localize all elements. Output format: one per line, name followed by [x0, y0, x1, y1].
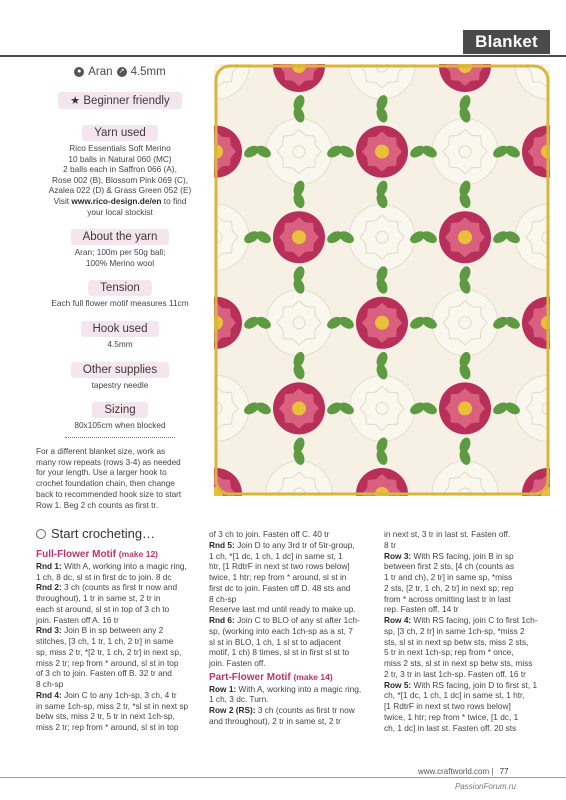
- instruction-line: [36, 679, 204, 690]
- instruction-line: [209, 637, 377, 648]
- col2-lines-b: [209, 684, 377, 727]
- instruction-text: join. Fasten off.: [209, 658, 266, 668]
- cream-motif: [432, 119, 498, 185]
- round-label: Rnd 2:: [36, 582, 62, 593]
- col2-lines-a: [209, 529, 377, 669]
- yarn-weight-row: [36, 66, 204, 78]
- hook-size: 4.5mm: [130, 66, 166, 78]
- page-footer: [418, 767, 509, 776]
- instruction-line: [384, 561, 554, 572]
- instruction-text: twice, 1 htr; rep from * around, sl st in: [209, 572, 347, 582]
- stockist-line-2: your local stockist: [87, 206, 153, 217]
- instruction-line: [384, 572, 554, 583]
- instruction-text: 3 ch (counts as first tr now: [255, 705, 355, 715]
- yarn-used-text: [36, 143, 204, 217]
- cream-motif: [432, 290, 498, 356]
- instruction-line: [36, 647, 204, 658]
- instruction-line: [209, 594, 377, 605]
- visit-suffix: to find: [161, 195, 187, 206]
- difficulty-badge: [58, 92, 181, 109]
- instruction-line: [209, 684, 377, 695]
- instruction-text: miss 2 tr; rep from * around, sl st in top: [36, 722, 179, 732]
- intro-line: back to recommended hook size to start: [36, 489, 182, 499]
- instruction-text: ch, 1 dc] in last st. Fasten off. 20 sts: [384, 722, 517, 733]
- instruction-text: 2 tr, 3 tr in last 1ch-sp. Fasten off. 16 tr: [384, 668, 526, 679]
- flower-centre: [292, 230, 306, 244]
- instruction-line: [36, 722, 204, 733]
- rico-link[interactable]: www.rico-design.de/en: [71, 195, 162, 206]
- footer-rule: [0, 777, 566, 778]
- footer-site[interactable]: www.craftworld.com: [418, 767, 490, 776]
- instruction-line: [36, 625, 204, 636]
- hook-text: 4.5mm: [107, 338, 133, 349]
- yarn-line: 2 balls each in Saffron 066 (A),: [63, 164, 177, 175]
- instruction-text: With RS facing, join C to first 1ch-: [411, 615, 538, 625]
- instruction-line: [209, 540, 377, 551]
- dotted-divider: [65, 437, 175, 438]
- instruction-line: [209, 604, 377, 615]
- instruction-text: in next st, 3 tr in last st. Fasten off.: [384, 529, 511, 539]
- difficulty-label: Beginner friendly: [83, 95, 170, 107]
- instruction-line: [209, 572, 377, 583]
- instruction-text: sp, [3 ch, 2 tr] in same 1ch-sp, *miss 2: [384, 625, 525, 636]
- instruction-text: and throughout), 2 tr in same st, 2 tr: [209, 715, 341, 726]
- page-title: Blanket: [463, 30, 550, 54]
- about-yarn-text: [36, 247, 204, 268]
- round-label: Rnd 4:: [36, 689, 62, 700]
- instruction-line: [36, 561, 204, 572]
- instruction-text: With A, working into a magic ring,: [61, 560, 187, 571]
- instruction-line: [384, 701, 554, 712]
- instruction-text: 1 ch, 3 dc. Turn.: [209, 694, 269, 705]
- intro-line: For a different blanket size, work as: [36, 447, 166, 456]
- section-title-full-flower: [36, 549, 204, 561]
- intro-line: crochet foundation chain, then change: [36, 479, 175, 489]
- instruction-text: sp, miss 2 tr, *[2 tr, 1 ch, 2 tr] in next sp,: [36, 646, 182, 657]
- cream-motif: [349, 375, 415, 441]
- instruction-line: [209, 551, 377, 562]
- flower-centre: [458, 401, 472, 415]
- instruction-text: htr, [1 RdtrF in next st two rows below]: [209, 561, 350, 572]
- section-note: (make 14): [293, 671, 333, 682]
- cream-motif: [266, 290, 332, 356]
- instruction-text: motif, 1 ch) 8 times, sl st in first sl st to: [209, 647, 350, 658]
- instruction-text: stitches, [3 ch, 1 tr, 1 ch, 2 tr] in same: [36, 636, 174, 646]
- instruction-line: [384, 658, 554, 669]
- instruction-line: [384, 647, 554, 658]
- instruction-line: [384, 723, 554, 734]
- cream-motif: [349, 204, 415, 270]
- instruction-line: [384, 604, 554, 615]
- other-supplies-text: tapestry needle: [91, 379, 149, 390]
- instruction-line: [384, 615, 554, 626]
- round-label: Row 2 (RS):: [209, 705, 256, 715]
- round-label: Row 3:: [384, 550, 412, 561]
- instruction-line: [36, 615, 204, 626]
- instruction-text: Reserve last rnd until ready to make up.: [209, 604, 356, 615]
- instruction-text: miss 2 sts, sl st in next sp betw sts, miss: [384, 658, 533, 668]
- instruction-line: [209, 658, 377, 669]
- instruction-line: [209, 561, 377, 572]
- section-title-text: Full-Flower Motif: [36, 549, 116, 560]
- flower-centre: [375, 145, 389, 159]
- round-label: Rnd 6:: [209, 615, 235, 625]
- instruction-text: 1 ch, *[1 dc, 1 ch, 1 dc] in same st, 1: [209, 550, 343, 561]
- instruction-line: [36, 658, 204, 669]
- stockist-line: [36, 196, 204, 207]
- instruction-text: ch, *[1 dc, 1 ch, 1 dc] in same st, 1 htr,: [384, 690, 525, 701]
- intro-paragraph: [36, 447, 198, 511]
- about-yarn-heading: About the yarn: [71, 229, 170, 245]
- instruction-text: Join C to BLO of any st after 1ch-: [234, 615, 360, 625]
- instruction-text: between first 2 sts, [4 ch (counts as: [384, 561, 515, 572]
- instruction-text: betw sts, miss 2 tr, 5 tr in next 1ch-sp,: [36, 711, 175, 722]
- start-heading-text: Start crocheting…: [51, 526, 156, 541]
- yarn-used-heading: Yarn used: [82, 125, 158, 141]
- tension-heading: Tension: [88, 280, 152, 296]
- instruction-text: 1 ch, 8 dc, sl st in first dc to join. 8 dc: [36, 571, 172, 582]
- instruction-line: [36, 711, 204, 722]
- yarn-line: Azalea 022 (D) & Grass Green 052 (E): [48, 185, 192, 196]
- yarn-line: 10 balls in Natural 060 (MC): [68, 153, 172, 164]
- section-title-text: Part-Flower Motif: [209, 671, 291, 683]
- instruction-text: first dc to join. Fasten off D. 48 sts and: [209, 582, 351, 593]
- star-icon: ★: [70, 95, 81, 107]
- flower-centre: [375, 316, 389, 330]
- instruction-text: [1 RdtrF in next st two rows below]: [384, 701, 511, 711]
- round-label: Row 4:: [384, 615, 412, 625]
- instruction-text: With RS facing, join B in sp: [411, 550, 514, 561]
- yarn-line: Rose 002 (B), Blossom Pink 069 (C),: [51, 174, 189, 185]
- instruction-line: [384, 712, 554, 723]
- intro-line: Row 1. Beg 2 ch counts as first tr.: [36, 500, 158, 510]
- yarn-ball-icon: ●: [74, 67, 84, 77]
- instruction-text: With RS facing, join D to first st, 1: [411, 679, 538, 690]
- round-label: Rnd 5:: [209, 539, 235, 550]
- about-line: 100% Merino wool: [85, 257, 155, 268]
- instruction-line: [209, 647, 377, 658]
- instruction-text: sl st in BLO, 1 ch, 1 sl st to adjacent: [209, 636, 341, 647]
- instruction-line: [209, 615, 377, 626]
- instruction-line: [36, 636, 204, 647]
- instruction-line: [209, 583, 377, 594]
- round-label: Rnd 3:: [36, 625, 62, 636]
- instructions-column-3: [384, 529, 554, 733]
- instruction-line: [384, 680, 554, 691]
- instruction-text: join. Fasten off A. 16 tr: [36, 614, 119, 625]
- instruction-text: rep. Fasten off. 14 tr: [384, 604, 459, 615]
- instruction-text: each st around, sl st in top of 3 ch to: [36, 603, 170, 614]
- instruction-line: [384, 626, 554, 637]
- hook-icon: ↗: [117, 67, 127, 77]
- instruction-text: of 3 ch to join. Fasten off B. 32 tr and: [36, 668, 172, 679]
- col3-lines: [384, 529, 554, 733]
- instruction-text: from * across omitting last tr in last: [384, 593, 511, 604]
- instruction-line: [36, 701, 204, 712]
- instruction-text: 5 tr in next 1ch-sp; rep from * once,: [384, 647, 514, 658]
- yarn-weight: Aran: [88, 66, 113, 78]
- sizing-text: 80x105cm when blocked: [74, 420, 166, 431]
- about-line: Aran; 100m per 50g ball;: [74, 247, 166, 258]
- instructions-column-2: [209, 529, 377, 727]
- instructions-column-1: [36, 549, 204, 733]
- flower-centre: [292, 401, 306, 415]
- instruction-line: [384, 540, 554, 551]
- instruction-line: [209, 694, 377, 705]
- cream-motif: [266, 119, 332, 185]
- instruction-text: With A, working into a magic ring,: [236, 683, 362, 694]
- instruction-text: in same 1ch-sp, miss 2 tr, *sl st in next sp: [36, 700, 189, 711]
- instruction-text: miss 2 tr; rep from * around, sl st in top: [36, 657, 179, 668]
- instruction-text: throughout), 1 tr in same st, 2 tr in: [36, 593, 161, 603]
- intro-line: for your length. Use a larger hook to: [36, 468, 167, 478]
- instruction-text: of 3 ch to join. Fasten off C. 40 tr: [209, 529, 330, 539]
- instruction-line: [36, 668, 204, 679]
- hook-heading: Hook used: [81, 321, 160, 337]
- col1-lines: [36, 561, 204, 733]
- page-number: 77: [499, 767, 509, 776]
- instruction-line: [36, 582, 204, 593]
- instruction-line: [384, 583, 554, 594]
- instruction-line: [209, 705, 377, 716]
- round-label: Row 5:: [384, 679, 412, 690]
- instruction-line: [384, 690, 554, 701]
- blanket-photo: [214, 64, 550, 496]
- instruction-line: [209, 716, 377, 727]
- instruction-text: Join B in sp between any 2: [61, 625, 164, 636]
- footer-separator: |: [491, 767, 494, 776]
- instruction-text: 1 tr and ch), 2 tr] in same sp, *miss: [384, 572, 513, 582]
- instruction-text: 2 sts, [2 tr, 1 ch, 2 tr] in next sp; rep: [384, 582, 514, 593]
- instruction-line: [209, 626, 377, 637]
- round-label: Row 1:: [209, 683, 237, 694]
- bullet-icon: [36, 529, 46, 539]
- tension-text: Each full flower motif measures 11cm: [51, 298, 189, 309]
- instruction-text: sts, sl st in next sp betw sts, miss 2 sts,: [384, 636, 529, 647]
- instruction-text: Join C to any 1ch-sp, 3 ch, 4 tr: [61, 689, 177, 700]
- yarn-line: Rico Essentials Soft Merino: [69, 143, 171, 153]
- instruction-line: [36, 604, 204, 615]
- instruction-line: [209, 529, 377, 540]
- instruction-line: [384, 637, 554, 648]
- visit-prefix: Visit: [53, 195, 72, 206]
- round-label: Rnd 1:: [36, 560, 62, 571]
- instruction-line: [384, 594, 554, 605]
- instruction-text: 8 ch-sp: [209, 593, 237, 604]
- other-supplies-heading: Other supplies: [71, 362, 169, 378]
- instruction-line: [384, 551, 554, 562]
- intro-line: many row repeats (rows 3-4) as needed: [36, 457, 181, 467]
- instruction-text: sp, (working into each 1ch-sp as a st, 7: [209, 625, 353, 636]
- info-sidebar: [36, 62, 204, 438]
- start-heading: [36, 526, 155, 541]
- watermark: PassionForum.ru: [455, 782, 516, 791]
- section-note: (make 12): [118, 549, 158, 559]
- instruction-line: [36, 572, 204, 583]
- instruction-text: 3 ch (counts as first tr now and: [61, 582, 178, 593]
- instruction-line: [36, 690, 204, 701]
- instruction-text: Join D to any 3rd tr of 5tr-group,: [234, 539, 355, 550]
- flower-centre: [458, 230, 472, 244]
- instruction-line: [384, 529, 554, 540]
- instruction-line: [384, 669, 554, 680]
- header-rule: [0, 55, 566, 57]
- section-title-part-flower: [209, 672, 377, 684]
- instruction-text: 8 ch-sp: [36, 679, 64, 689]
- instruction-text: 8 tr: [384, 539, 396, 550]
- instruction-text: twice, 1 htr; rep from * twice, [1 dc, 1: [384, 711, 519, 722]
- instruction-line: [36, 593, 204, 604]
- sizing-heading: Sizing: [92, 402, 147, 418]
